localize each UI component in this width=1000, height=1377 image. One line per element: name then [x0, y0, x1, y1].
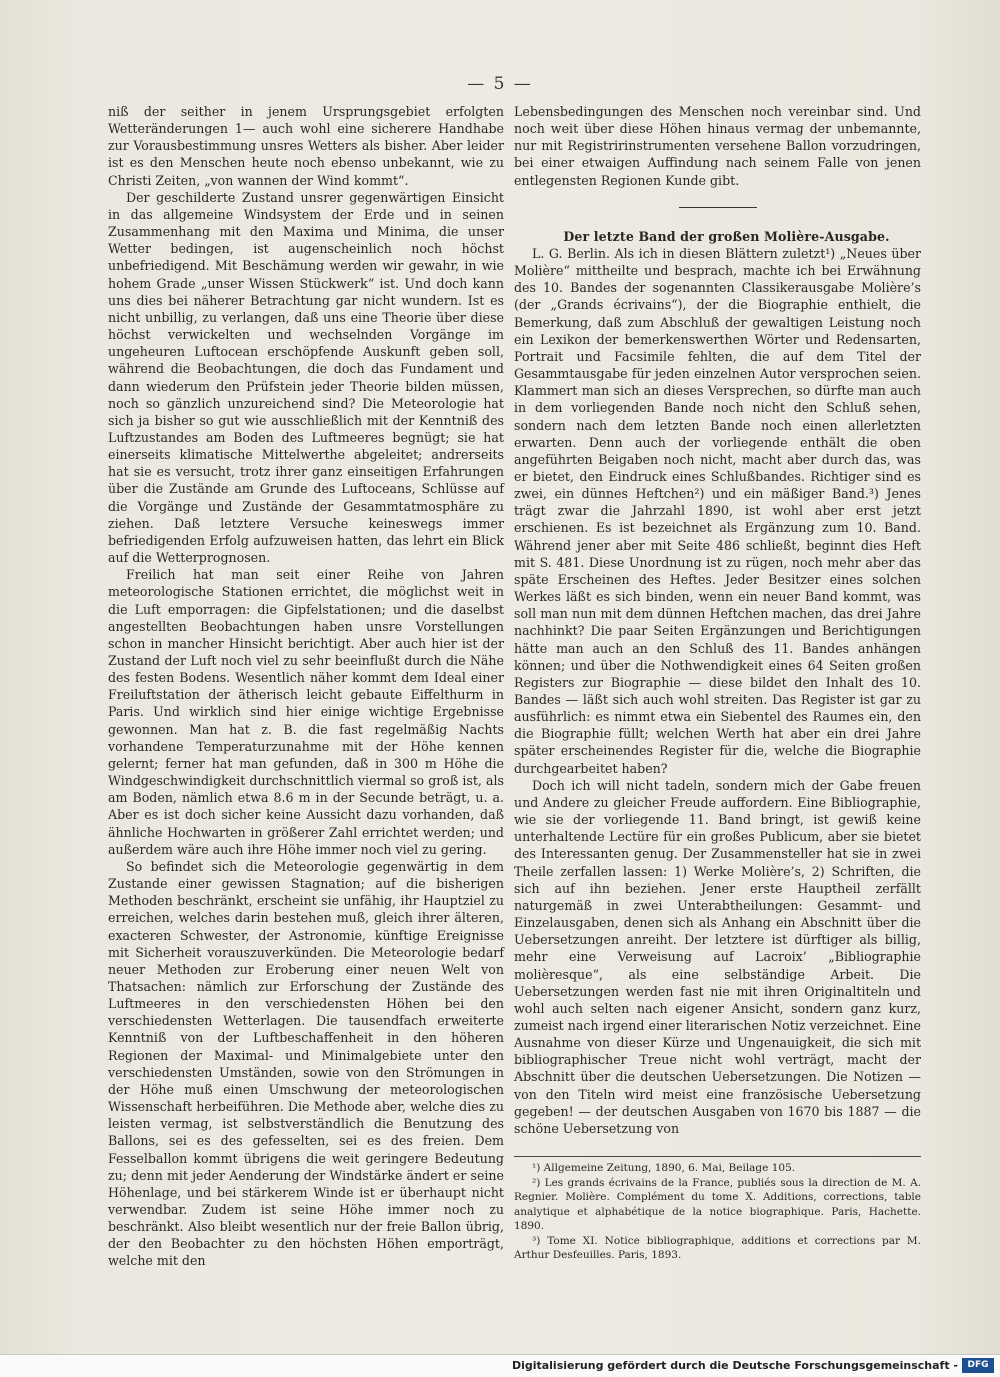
footnote-2: ²) Les grands écrivains de la France, publiés sous la direction de M. A. Regnier. Molière. Complément du tome X. Additions, corrections, table analytique et alphabétique de la notice biographique. Paris, Hachette. 1890.: [514, 1176, 921, 1232]
dfg-logo: DFG: [962, 1358, 994, 1373]
left-paragraph-3: Freilich hat man seit einer Reihe von Jahren meteorologische Stationen errichtet, die möglichst weit in die Luft emporragen: die Gipfelstationen; und die daselbst angestellten Beobachtungen haben unsre Vorstellungen schon in mancher Hinsicht berichtigt. Aber auch hier ist der Zustand der Luft noch viel zu sehr beeinflußt durch die Nähe des festen Bodens. Wesentlich näher kommt dem Ideal einer Freiluftstation der ätherisch leicht gebaute Eiffelthurm in Paris. Und wirklich sind hier einige wichtige Ergebnisse gewonnen. Man hat z. B. die fast regelmäßig Nachts vorhandene Temperaturzunahme mit der Höhe kennen gelernt; ferner hat man gefunden, daß in 300 m Höhe die Windgeschwindigkeit durchschnittlich viermal so groß ist, als am Boden, nämlich etwa 8.6 m in der Secunde beträgt, u. a. Aber es ist doch sicher keine Aussicht dazu vorhanden, daß ähnliche Hochwarten in größerer Zahl errichtet werden; und außerdem wäre auch ihre Höhe immer noch viel zu gering.: [108, 567, 504, 857]
footer-credit: Digitalisierung gefördert durch die Deutsche Forschungsgemeinschaft -: [511, 1359, 958, 1372]
left-paragraph-2: Der geschilderte Zustand unsrer gegenwärtigen Einsicht in das allgemeine Windsystem der Erde und in seinen Zusammenhang mit den Maxima und Minima, die unser Wetter bedingen, ist augenscheinlich noch höchst unbefriedigend. Mit Beschämung werden wir gewahr, in wie hohem Grade „unser Wissen Stückwerk“ ist. Und doch kann uns dies bei näherer Betrachtung gar nicht wundern. Ist es nicht unbillig, zu verlangen, daß uns eine Theorie über diese höchst verwickelten und wechselnden Vorgänge im ungeheuren Luftocean erschöpfende Auskunft geben soll, während die Beobachtungen, die doch das Fundament und dann wiederum den Prüfstein jeder Theorie bilden müssen, noch so gänzlich unzureichend sind? Die Meteorologie hat sich ja bisher so gut wie ausschließlich mit der Kenntniß des Luftzustandes am Boden des Luftmeeres begnügt; sie hat einerseits klimatische Mittelwerthe abgeleitet; andrerseits hat sie es versucht, trotz ihrer ganz einseitigen Erfahrungen über die Zustände am Grunde des Luftoceans, Schlüsse auf die Vorgänge und Zustände der Gesammtatmosphäre zu ziehen. Daß letztere Versuche keineswegs immer befriedigenden Erfolg aufzuweisen hatten, das lehrt ein Blick auf die Wetterprognosen.: [108, 189, 504, 566]
right-column: [514, 103, 921, 1137]
footnotes: [514, 1156, 921, 1263]
section-divider: [679, 207, 757, 208]
right-paragraph-1: L. G. Berlin. Als ich in diesen Blättern zuletzt¹) „Neues über Molière“ mittheilte und besprach, machte ich bei Erwähnung des 10. Bandes der sogenannten Classikerausgabe Molière’s (der „Grands écrivains“), der die Biographie enthielt, die Bemerkung, daß zum Abschluß der gewaltigen Leistung noch ein Lexikon der bemerkenswerthen Wörter und Redensarten, Portrait und Facsimile fehlten, die auf dem Titel der Gesammtausgabe für jeden einzelnen Autor versprochen seien. Klammert man sich an dieses Versprechen, so dürfte man auch in dem vorliegenden Bande noch nicht den Schluß sehen, sondern nach dem letzten Bande noch einen allerletzten erwarten. Denn auch der vorliegende enthält die oben angeführten Beigaben noch nicht, macht aber durch das, was er bietet, den Eindruck eines Schlußbandes. Richtiger sind es zwei, ein dünnes Heftchen²) und ein mäßiger Band.³) Jenes trägt zwar die Jahrzahl 1890, ist wohl aber erst jetzt erschienen. Es ist bezeichnet als Ergänzung zum 10. Band. Während jener aber mit Seite 486 schließt, beginnt dies Heft mit S. 481. Diese Unordnung ist zu rügen, noch mehr aber das späte Erscheinen des Heftes. Jeder Besitzer eines solchen Werkes läßt es sich binden, wenn ein neuer Band kommt, was soll man nun mit dem dünnen Heftchen machen, das drei Jahre nachhinkt? Die paar Seiten Ergänzungen und Berichtigungen hätte man auch an den Schluß des 11. Bandes anhängen können; und über die Nothwendigkeit eines 64 Seiten großen Registers zur Biographie — diese bildet den Inhalt des 10. Bandes — läßt sich auch wohl streiten. Das Register ist gar zu ausführlich: es nimmt etwa ein Siebentel des Raumes ein, den die Biographie füllt; welchen Werth hat aber ein drei Jahre später erscheinendes Register für die, welche die Biographie durchgearbeitet haben?: [514, 245, 921, 776]
left-column: [108, 103, 504, 1270]
footnote-1: ¹) Allgemeine Zeitung, 1890, 6. Mai, Beilage 105.: [532, 1162, 796, 1174]
right-intro-paragraph: Lebensbedingungen des Menschen noch vereinbar sind. Und noch weit über diese Höhen hinaus vermag der unbemannte, nur mit Registririnstrumenten versehene Ballon vorzudringen, bei einer etwaigen Auffindung nach seinem Falle von jenen entlegensten Regionen Kunde gibt.: [514, 104, 921, 188]
right-paragraph-2: Doch ich will nicht tadeln, sondern mich der Gabe freuen und Andere zu gleicher Freude auffordern. Eine Bibliographie, wie sie der vorliegende 11. Band bringt, ist gewiß keine unterhaltende Lectüre für ein großes Publicum, aber sie bietet des Interessanten genug. Der Zusammensteller hat sie in zwei Theile zerfallen lassen: 1) Werke Molière’s, 2) Schriften, die sich auf ihn beziehen. Jener erste Hauptheil zerfällt naturgemäß in zwei Unterabtheilungen: Gesammt- und Einzelausgaben, denen sich als Anhang ein Abschnitt über die Uebersetzungen anreiht. Der letztere ist dürftiger als billig, mehr eine Verweisung auf Lacroix’ „Bibliographie molièresque“, als eine selbständige Arbeit. Die Uebersetzungen werden fast nie mit ihren Originaltiteln und wohl auch selten nach eigener Ansicht, sondern ganz kurz, zumeist nach irgend einer literarischen Notiz verzeichnet. Eine Ausnahme von dieser Kürze und Ungenauigkeit, die sich mit bibliographischer Treue nicht wohl verträgt, macht der Abschnitt über die deutschen Uebersetzungen. Die Notizen — von den Titeln wird meist eine französische Uebersetzung gegeben! — der deutschen Ausgaben von 1670 bis 1887 — die schöne Uebersetzung von: [514, 777, 921, 1136]
left-paragraph-1: niß der seither in jenem Ursprungsgebiet erfolgten Wetteränderungen 1— auch wohl eine sicherere Handhabe zur Vorausbestimmung unsres Wetters als bisher. Aber leider ist es den Menschen heute noch ebenso unbekannt, wie zu Christi Zeiten, „von wannen der Wind kommt“.: [108, 104, 504, 188]
section-heading: Der letzte Band der großen Molière-Ausgabe.: [563, 228, 890, 244]
left-paragraph-4: So befindet sich die Meteorologie gegenwärtig in dem Zustande einer gewissen Stagnation; auf die bisherigen Methoden beschränkt, erscheint sie unfähig, ihr Hauptziel zu erreichen, welches darin bestehen muß, gleich ihrer älteren, exacteren Schwester, der Astronomie, künftige Ereignisse mit Sicherheit vorauszuverkünden. Die Meteorologie bedarf neuer Methoden zur Eroberung einer neuen Welt von Thatsachen: nämlich zur Erforschung der Zustände des Luftmeeres in den verschiedensten Höhen bei den verschiedensten Wetterlagen. Die tausendfach erweiterte Kenntniß von der Luftbeschaffenheit in den höheren Regionen der Maximal- und Minimalgebiete unter den verschiedensten Umständen, sowie von den Strömungen in der Höhe muß einen Umschwung der meteorologischen Wissenschaft herbeiführen. Die Methode aber, welche dies zu leisten vermag, ist selbstverständlich die Benutzung des Ballons, sei es des gefesselten, sei es des freien. Dem Fesselballon kommt übrigens die weit geringere Bedeutung zu; denn mit jeder Aenderung der Windstärke ändert er seine Höhenlage, und bei stärkerem Winde ist er überhaupt nicht verwendbar. Zudem ist seine Höhe immer noch zu beschränkt. Also bleibt wesentlich nur der freie Ballon übrig, der den Beobachter zu den höchsten Höhen emporträgt, welche mit den: [108, 858, 504, 1269]
page-number: — 5 —: [467, 74, 533, 94]
footnote-3: ³) Tome XI. Notice bibliographique, additions et corrections par M. Arthur Desfeuilles. Paris, 1893.: [514, 1234, 921, 1261]
footer-bar: [0, 1354, 1000, 1377]
